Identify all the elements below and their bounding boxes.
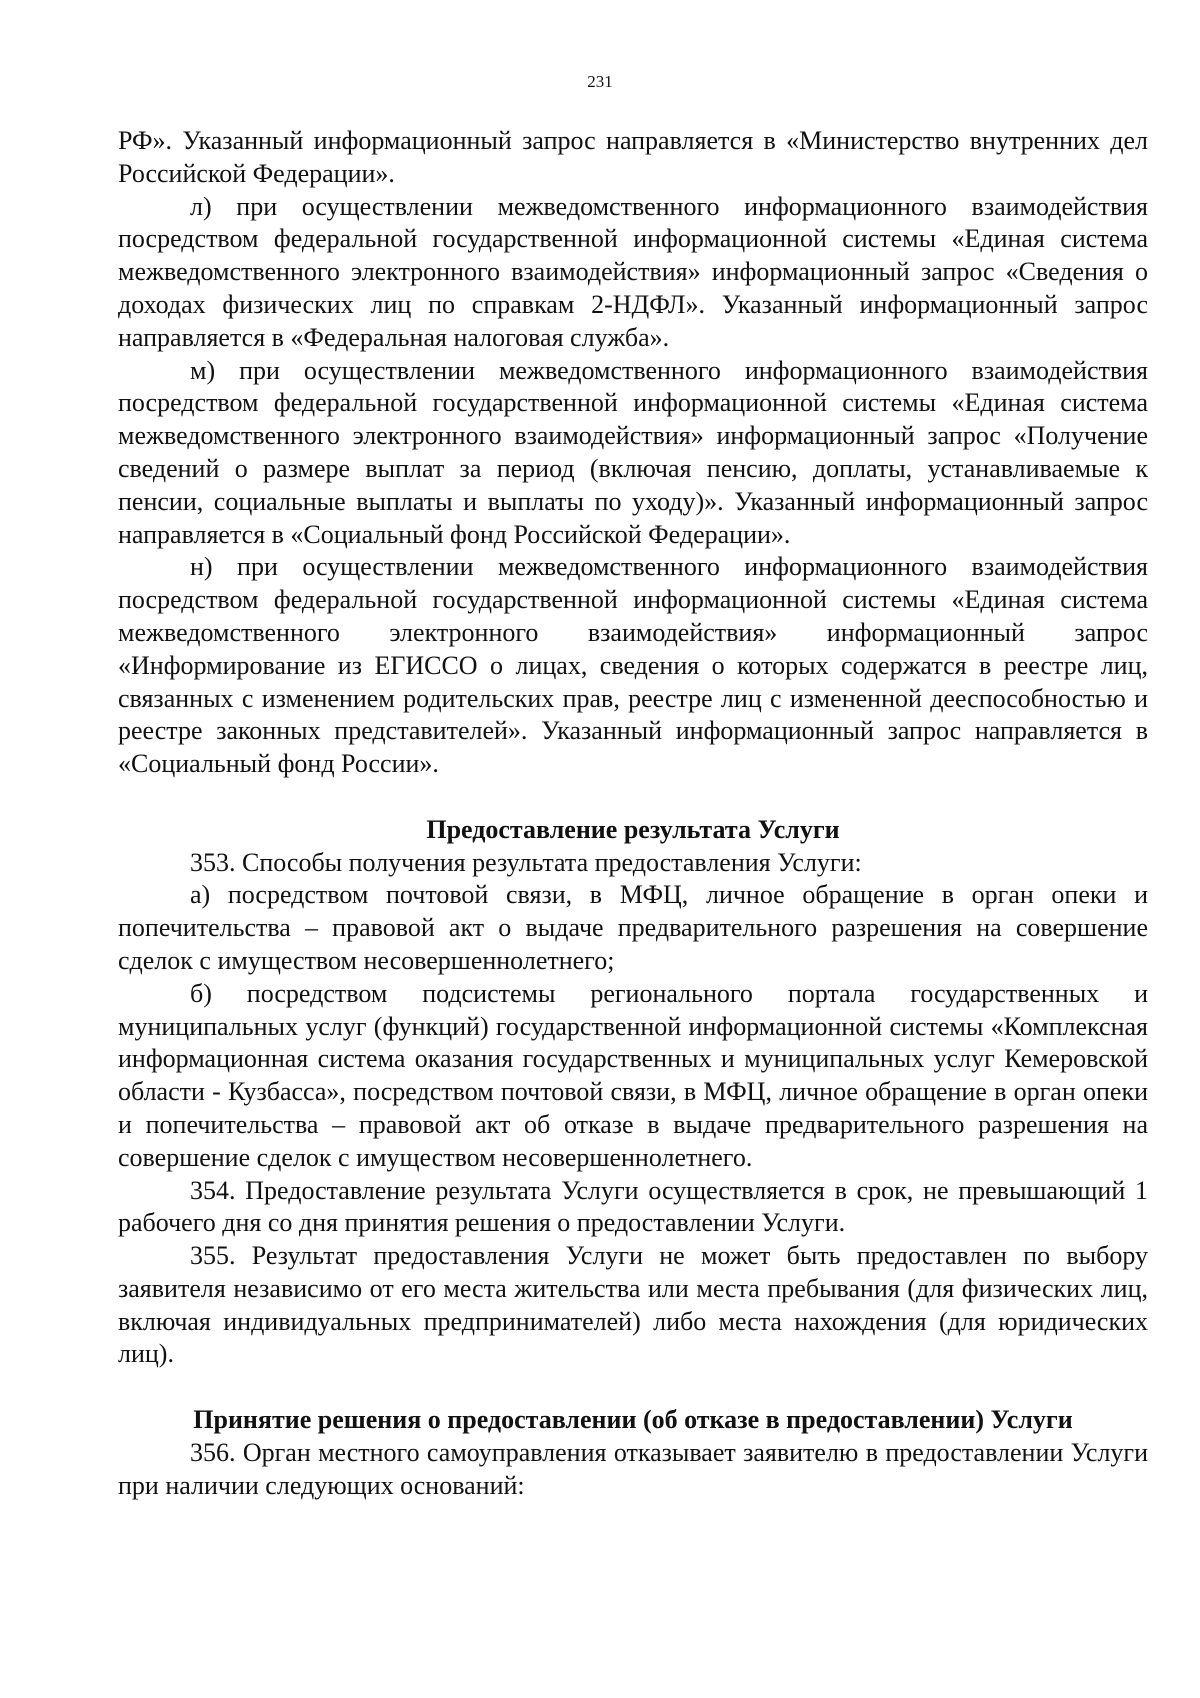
paragraph-354: 354. Предоставление результата Услуги осуществляется в срок, не превышающий 1 рабочего дня со дня принятия решения о предоставлении Услуги. [118, 1175, 1148, 1238]
paragraph-353: 353. Способы получения результата предоставления Услуги: [190, 847, 862, 877]
paragraph-item-m: м) при осуществлении межведомственного информационного взаимодействия посредством федеральной государственной информационной системы «Единая система межведомственного электронного взаимодействия» информационный запрос «Получение сведений о размере выплат за период (включая пенсию, доплаты, устанавливаемые к пенсии, социальные выплаты и выплаты по уходу)». Указанный информационный запрос направляется в «Социальный фонд Российской Федерации». [118, 355, 1148, 549]
section-heading-decision: Принятие решения о предоставлении (об отказе в предоставлении) Услуги [193, 1405, 1073, 1435]
paragraph-353-a: а) посредством почтовой связи, в МФЦ, личное обращение в орган опеки и попечительства – правовой акт о выдаче предварительного разрешения на совершение сделок с имуществом несовершеннолетнего; [118, 880, 1148, 975]
section-heading-result: Предоставление результата Услуги [426, 814, 840, 844]
paragraph-mvd-continuation: РФ». Указанный информационный запрос направляется в «Министерство внутренних дел Российской Федерации». [118, 126, 1148, 188]
paragraph-item-l: л) при осуществлении межведомственного информационного взаимодействия посредством федеральной государственной информационной системы «Единая система межведомственного электронного взаимодействия» информационный запрос «Сведения о доходах физических лиц по справкам 2-НДФЛ». Указанный информационный запрос направляется в «Федеральная налоговая служба». [118, 191, 1148, 352]
paragraph-356: 356. Орган местного самоуправления отказывает заявителю в предоставлении Услуги при наличии следующих оснований: [118, 1437, 1148, 1500]
section-spacer [118, 781, 1148, 814]
paragraph-353-b: б) посредством подсистемы регионального портала государственных и муниципальных услуг (функций) государственной информационной системы «Комплексная информационная система оказания государственных и муниципальных услуг Кемеровской области - Кузбасса», посредством почтовой связи, в МФЦ, личное обращение в орган опеки и попечительства – правовой акт об отказе в выдаче предварительного разрешения на совершение сделок с имуществом несовершеннолетнего. [118, 978, 1148, 1172]
page-number: 231 [587, 72, 613, 91]
document-body [118, 125, 1148, 1502]
section-spacer [118, 1371, 1148, 1404]
paragraph-item-n: н) при осуществлении межведомственного информационного взаимодействия посредством федеральной государственной информационной системы «Единая система межведомственного электронного взаимодействия» информационный запрос «Информирование из ЕГИССО о лицах, сведения о которых содержатся в реестре лиц, связанных с изменением родительских прав, реестре лиц с измененной дееспособностью и реестре законных представителей». Указанный информационный запрос направляется в «Социальный фонд России». [118, 552, 1148, 779]
paragraph-355: 355. Результат предоставления Услуги не может быть предоставлен по выбору заявителя независимо от его места жительства или места пребывания (для физических лиц, включая индивидуальных предпринимателей) либо места нахождения (для юридических лиц). [118, 1241, 1148, 1369]
